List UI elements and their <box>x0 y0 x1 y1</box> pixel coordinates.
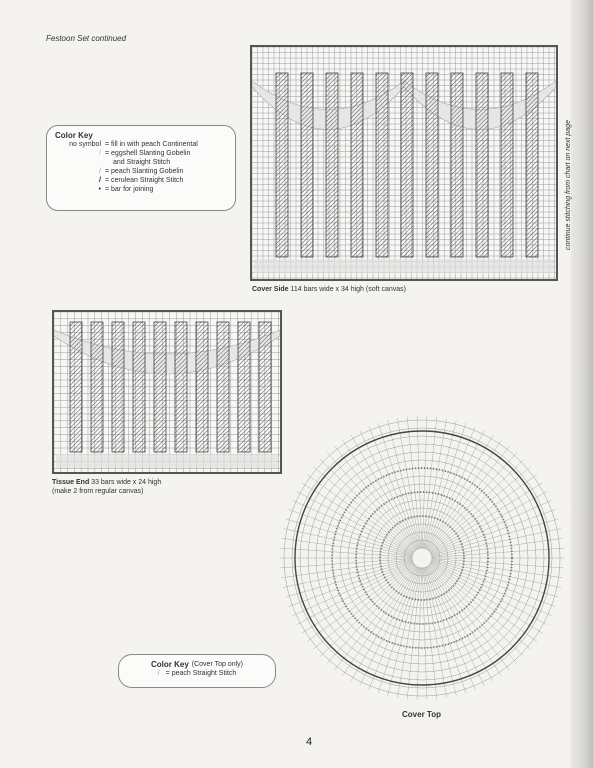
color-key-top-row <box>127 669 267 678</box>
canvas-ring <box>412 548 432 568</box>
cover-top-chart <box>276 412 568 704</box>
stripe-column <box>217 322 229 452</box>
tissue-end-caption <box>52 478 161 496</box>
cover-top-caption: Cover Top <box>402 710 441 719</box>
key-symbol: / <box>157 670 160 677</box>
stripe-column <box>276 73 288 257</box>
key-text: = cerulean Straight Stitch <box>105 177 184 184</box>
stripe-column <box>259 322 271 452</box>
section-header: Festoon Set continued <box>46 34 127 43</box>
key-text: and Straight Stitch <box>113 159 171 166</box>
stripe-column <box>401 73 413 257</box>
key-text: = bar for joining <box>105 186 154 193</box>
joining-band <box>254 259 554 273</box>
color-key-row <box>55 149 229 158</box>
key-text: = peach Slanting Gobelin <box>105 168 184 175</box>
stripe-column <box>451 73 463 257</box>
key-symbol: / <box>99 168 101 175</box>
key-text: = fill in with peach Continental <box>105 141 198 148</box>
color-key-row <box>55 185 229 194</box>
stripe-column <box>351 73 363 257</box>
key-symbol: / <box>99 150 101 157</box>
color-key-top-title-row <box>127 660 267 669</box>
cover-side-grid <box>252 47 556 279</box>
canvas-spokes <box>280 416 564 700</box>
tissue-end-caption-note: (make 2 from regular canvas) <box>52 488 144 495</box>
stripe-column <box>301 73 313 257</box>
cover-side-caption-text: 114 bars wide x 34 high (soft canvas) <box>290 286 406 293</box>
cover-side-chart <box>250 45 558 281</box>
stripe-column <box>476 73 488 257</box>
key-symbol: no symbol <box>69 141 101 148</box>
key-symbol: / <box>99 177 101 184</box>
key-symbol: • <box>98 186 101 193</box>
stripe-column <box>154 322 166 452</box>
color-key-row <box>55 167 229 176</box>
stripe-column <box>133 322 145 452</box>
stripe-column <box>501 73 513 257</box>
tissue-end-caption-title: Tissue End <box>52 479 90 486</box>
continue-note: continue stitching from chart on next page <box>565 120 572 250</box>
key-symbol <box>55 158 105 167</box>
color-key-top-title: Color Key <box>150 660 189 669</box>
color-key-top-suffix: (Cover Top only) <box>191 661 244 668</box>
stripe-column <box>238 322 250 452</box>
cover-side-caption <box>252 285 406 294</box>
stripe-column <box>91 322 103 452</box>
color-key-row <box>55 140 229 149</box>
stripe-column <box>426 73 438 257</box>
color-key-main <box>46 125 236 211</box>
joining-band <box>56 454 278 468</box>
stripe-column <box>326 73 338 257</box>
color-key-main-title: Color Key <box>55 131 93 140</box>
color-key-row <box>55 176 229 185</box>
tissue-end-caption-text: 33 bars wide x 24 high <box>91 479 162 486</box>
color-key-top <box>118 654 276 688</box>
stripe-column <box>196 322 208 452</box>
stripe-column <box>526 73 538 257</box>
key-text: = eggshell Slanting Gobelin <box>105 150 191 157</box>
page-number: 4 <box>306 736 313 748</box>
tissue-end-grid <box>54 312 280 472</box>
key-text: = peach Straight Stitch <box>165 670 237 677</box>
stripe-column <box>175 322 187 452</box>
stripe-column <box>112 322 124 452</box>
stripe-column <box>70 322 82 452</box>
color-key-row <box>55 158 229 167</box>
cover-side-caption-title: Cover Side <box>252 286 289 293</box>
stripe-column <box>376 73 388 257</box>
page-edge-shadow <box>571 0 593 768</box>
tissue-end-chart <box>52 310 282 474</box>
